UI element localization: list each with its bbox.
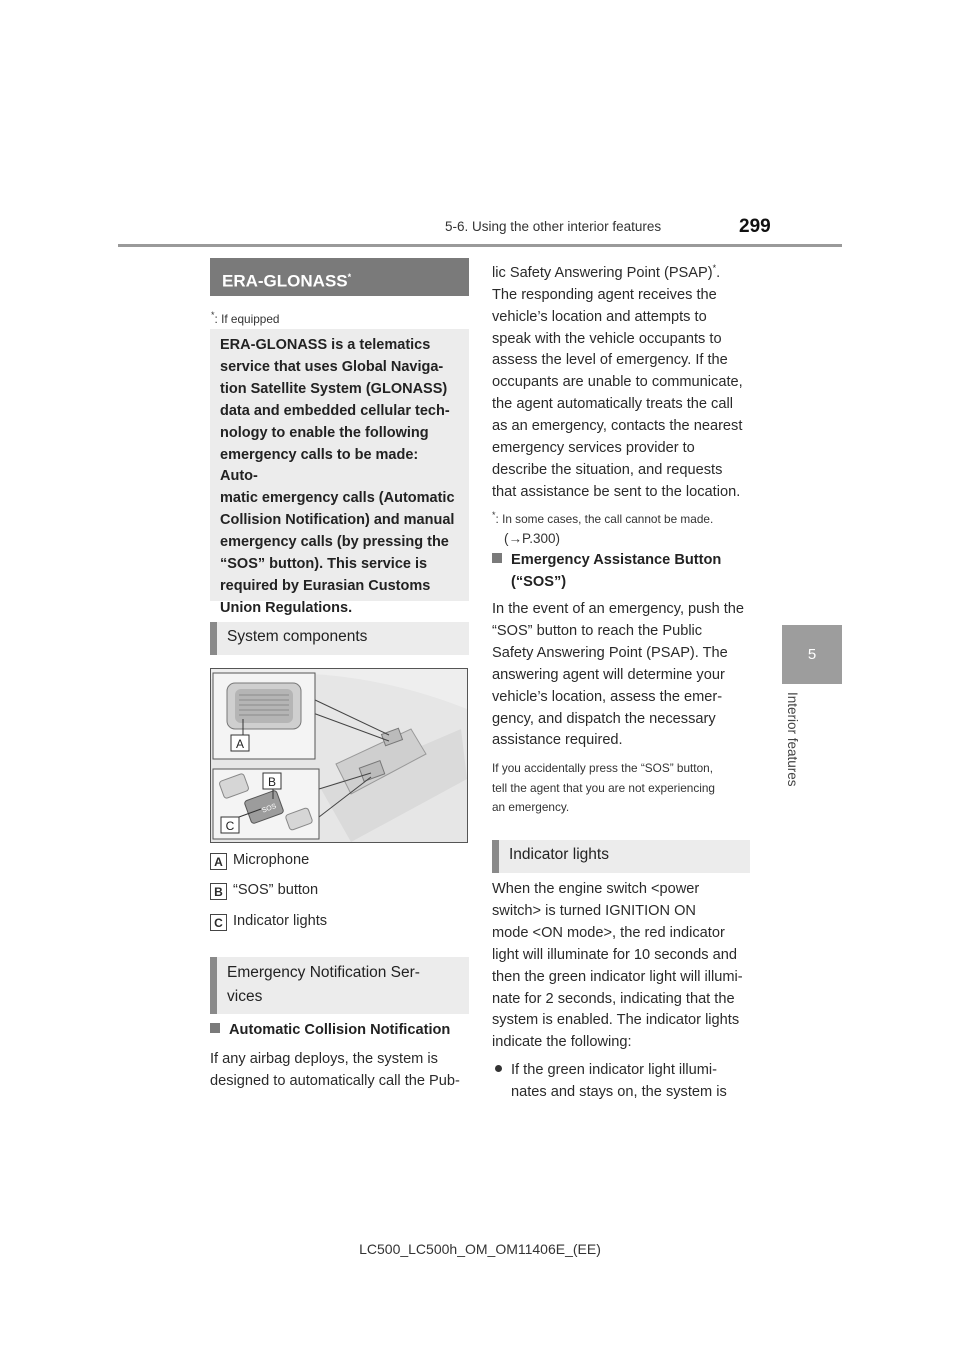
indicator-lights-heading: Indicator lights — [492, 840, 750, 873]
label-b: B — [210, 883, 227, 900]
text-line: Union Regulations. — [220, 599, 353, 616]
text-line: If any airbag deploys, the system is — [210, 1051, 438, 1067]
component-microphone: Microphone — [233, 852, 310, 868]
chapter-title: Interior features — [785, 692, 800, 787]
system-components-heading: System components — [210, 622, 469, 655]
text-line: service that uses Global Naviga- — [220, 358, 444, 375]
text-line: Safety Answering Point (PSAP). The — [492, 644, 728, 661]
text-line: emergency calls (by pressing the — [220, 534, 449, 551]
text-line: as an emergency, contacts the nearest — [492, 418, 743, 435]
acn-text — [210, 1049, 472, 1093]
text-line: occupants are unable to communicate, — [492, 374, 743, 391]
manual-code: LC500_LC500h_OM_OM11406E_(EE) — [359, 1241, 601, 1257]
text-line: “SOS” button). This service is — [220, 556, 428, 573]
equipped-footnote: *: If equipped — [211, 310, 280, 326]
bullet-item: If the green indicator light illumi- nates and stays on, the system is — [492, 1060, 754, 1104]
text-line: ERA-GLONASS is a telematics — [220, 337, 431, 353]
main-heading: ERA-GLONASS* — [210, 258, 469, 296]
text-line: emergency services provider to — [492, 440, 695, 457]
text-line: light will illuminate for 10 seconds and — [492, 946, 737, 963]
text-line: In the event of an emergency, push the — [492, 601, 745, 617]
text-line: matic emergency calls (Automatic — [220, 490, 455, 507]
section-title: 5-6. Using the other interior features — [445, 219, 662, 234]
eab-heading: Emergency Assistance Button (“SOS”) — [492, 550, 754, 594]
text-line: vehicle’s location, assess the emer- — [492, 688, 723, 705]
figure-label-a: A — [235, 737, 245, 751]
figure-label-c: C — [225, 819, 235, 833]
eab-small-note — [492, 759, 754, 818]
component-sos-button: “SOS” button — [233, 882, 319, 898]
call-note: *: In some cases, the call cannot be made. (→P.300) — [492, 510, 714, 546]
chapter-tab[interactable]: 5 — [782, 625, 842, 684]
text-line: nology to enable the following — [220, 424, 429, 441]
header-rule — [118, 244, 842, 247]
continued-text: lic Safety Answering Point (PSAP)*. The responding agent receives the vehicle’s location and attempts to speak with the vehicle occupants to assess the level of emergency. If the occupants are unable to communicate, the agent automatically treats the call as an emergency, contacts the nearest emergency services provider to describe the situation, and requests that assistance be sent to the location. — [492, 258, 754, 504]
page-number: 299 — [739, 216, 771, 237]
console-illustration — [211, 669, 467, 842]
text-line: indicate the following: — [492, 1034, 632, 1051]
text-line: required by Eurasian Customs — [220, 577, 431, 594]
figure-label-b: B — [267, 775, 277, 789]
eab-text — [492, 599, 754, 752]
label-c: C — [210, 914, 227, 931]
text-line: tion Satellite System (GLONASS) — [220, 380, 448, 397]
text-line: Collision Notification) and manual — [220, 512, 455, 529]
bullet-icon — [495, 1065, 502, 1072]
text-line: “SOS” button to reach the Public — [492, 622, 703, 639]
text-line: system is enabled. The indicator lights — [492, 1012, 740, 1029]
text-line: emergency calls to be made: Auto- — [220, 446, 419, 485]
text-line: assistance required. — [492, 732, 623, 749]
text-line: assess the level of emergency. If the — [492, 352, 728, 369]
text-line: If you accidentally press the “SOS” button, — [492, 761, 713, 775]
text-line: describe the situation, and requests — [492, 462, 723, 479]
text-line: data and embedded cellular tech- — [220, 402, 450, 419]
text-line: nate for 2 seconds, indicating that the — [492, 990, 735, 1007]
text-line: When the engine switch <power — [492, 881, 700, 897]
acn-heading: Automatic Collision Notification — [210, 1020, 450, 1042]
label-a: A — [210, 853, 227, 870]
text-line: switch> is turned IGNITION ON — [492, 902, 696, 919]
text-line: The responding agent receives the — [492, 286, 717, 303]
indicator-text — [492, 879, 754, 1054]
text-line: that assistance be sent to the location. — [492, 483, 741, 500]
text-line: designed to automatically call the Pub- — [210, 1072, 460, 1089]
text-line: speak with the vehicle occupants to — [492, 330, 722, 347]
component-indicator-lights: Indicator lights — [233, 913, 328, 929]
text-line: an emergency. — [492, 800, 570, 814]
text-line: vehicle’s location and attempts to — [492, 308, 707, 325]
text-line: then the green indicator light will illumi- — [492, 968, 743, 985]
emergency-services-heading: Emergency Notification Ser- vices — [210, 957, 469, 1014]
sos-text: SOS — [261, 802, 278, 815]
text-line: answering agent will determine your — [492, 666, 725, 683]
components-figure — [210, 668, 468, 843]
intro-box — [210, 329, 469, 616]
text-line: gency, and dispatch the necessary — [492, 710, 716, 727]
text-line: mode <ON mode>, the red indicator — [492, 924, 725, 941]
text-line: the agent automatically treats the call — [492, 396, 733, 413]
text-line: tell the agent that you are not experiencing — [492, 780, 715, 795]
